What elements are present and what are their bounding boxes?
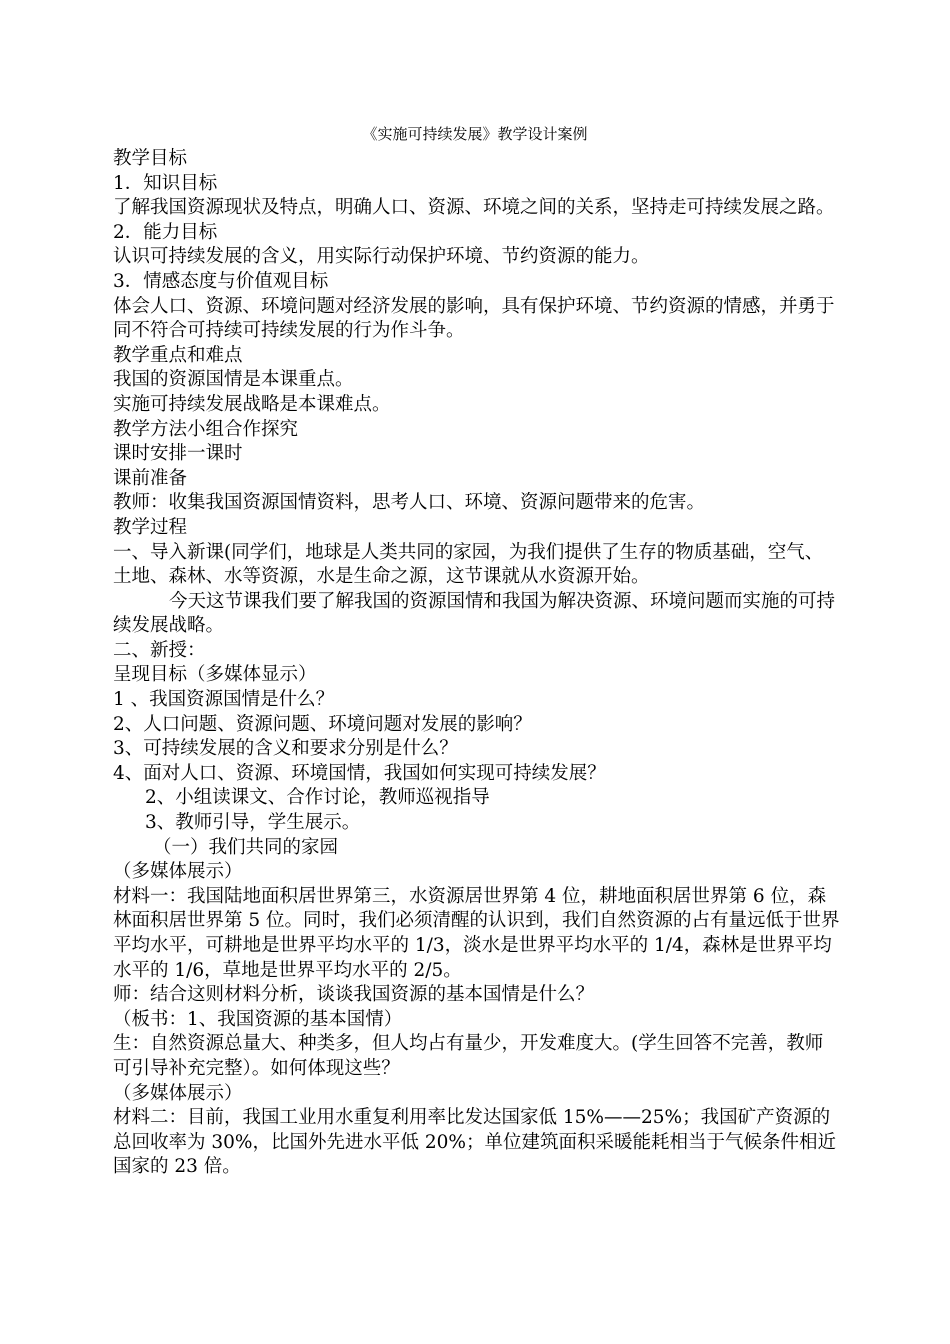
paragraph-line: 呈现目标（多媒体显示） [113,664,317,686]
paragraph-line: 体会人口、资源、环境问题对经济发展的影响，具有保护环境、节约资源的情感，并勇于同不符合可持续可持续发展的行为作斗争。 [113,295,835,342]
paragraph-line: 教学重点和难点 [113,344,243,366]
paragraph-line: 2．能力目标 [113,221,218,243]
paragraph-line: 我国的资源国情是本课重点。 [113,369,354,391]
paragraph-line: 4、面对人口、资源、环境国情，我国如何实现可持续发展？ [113,762,606,784]
paragraph-line: 3、教师引导，学生展示。 [145,812,361,834]
paragraph-line: 一、导入新课(同学们，地球是人类共同的家园，为我们提供了生存的物质基础，空气、土地、森林、水等资源，水是生命之源，这节课就从水资源开始。 [113,541,824,588]
paragraph-line: 材料二：目前，我国工业用水重复利用率比发达国家低 15%——25%；我国矿产资源的总回收率为 30%，比国外先进水平低 20%；单位建筑面积采暖能耗相当于气候条件相近国家的 23 倍。 [113,1107,837,1178]
document-title: 《实施可持续发展》教学设计案例 [362,125,588,143]
paragraph-line: 今天这节课我们要了解我国的资源国情和我国为解决资源、环境问题而实施的可持续发展战略。 [113,590,836,637]
paragraph-line: 了解我国资源现状及特点，明确人口、资源、环境之间的关系，坚持走可持续发展之路。 [113,197,835,219]
paragraph-line: 教学方法小组合作探究 [113,418,299,440]
paragraph-line: （多媒体展示） [113,861,243,883]
document-body [113,147,840,1180]
paragraph-line: 师：结合这则材料分析，谈谈我国资源的基本国情是什么？ [113,984,595,1006]
paragraph-line: 生：自然资源总量大、种类多，但人均占有量少，开发难度大。(学生回答不完善，教师可引导补充完整）。如何体现这些？ [113,1033,824,1079]
paragraph-line: 教学过程 [113,516,188,538]
paragraph-line: 2、小组读课文、合作讨论，教师巡视指导 [145,787,490,809]
paragraph-line: 教学目标 [113,148,188,169]
paragraph-line: 课前准备 [113,467,188,489]
paragraph-line: 1 、我国资源国情是什么？ [113,689,335,711]
paragraph-line: （一）我们共同的家园 [153,836,339,858]
paragraph-line: （板书：1、我国资源的基本国情） [113,1008,403,1030]
paragraph-line: 2、人口问题、资源问题、环境问题对发展的影响？ [113,713,532,735]
paragraph-line: 课时安排一课时 [113,443,243,465]
paragraph-line: 教师：收集我国资源国情资料，思考人口、环境、资源问题带来的危害。 [113,492,706,514]
paragraph-line: 材料一：我国陆地面积居世界第三，水资源居世界第 4 位，耕地面积居世界第 6 位，森林面积居世界第 5 位。同时，我们必须清醒的认识到，我们自然资源的占有量远低于世界平均水平，可耕地是世界平均水平的 1/3，淡水是世界平均水平的 1/4，森林是世界平均水平的 1/6，草地是世界平均水平的 2/5。 [113,885,840,981]
paragraph-line: 二、新授： [113,639,206,661]
paragraph-line: 认识可持续发展的含义，用实际行动保护环境、节约资源的能力。 [113,246,650,268]
paragraph-line: 3．情感态度与价值观目标 [113,270,329,292]
paragraph-line: 3、可持续发展的含义和要求分别是什么？ [113,738,458,760]
paragraph-line: 1．知识目标 [113,172,218,194]
paragraph-line: 实施可持续发展战略是本课难点。 [113,393,391,415]
paragraph-line: （多媒体展示） [113,1082,243,1104]
